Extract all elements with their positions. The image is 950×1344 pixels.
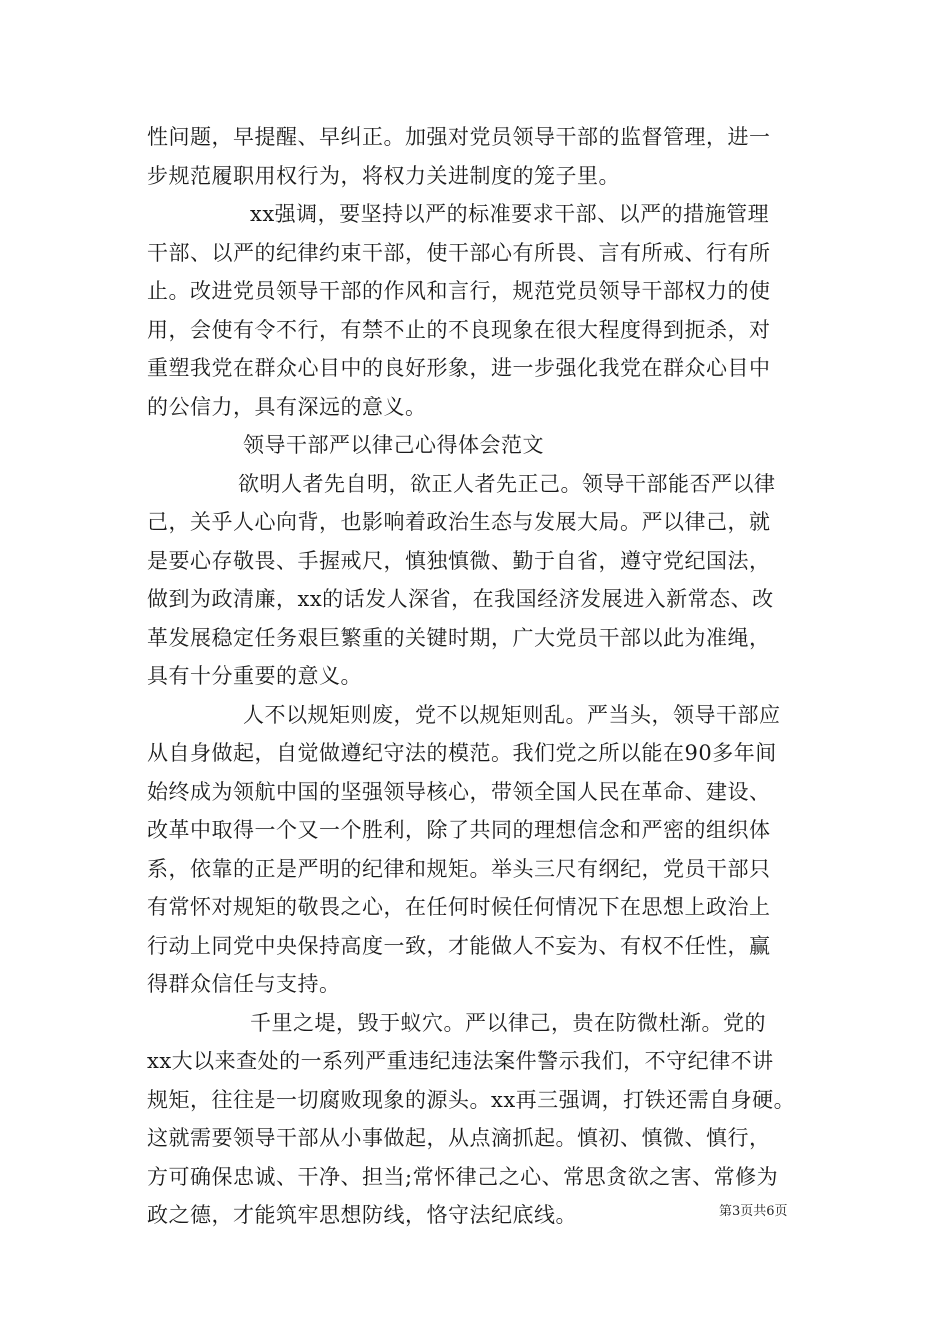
text-line: 做到为政清廉，xx的话发人深省，在我国经济发展进入新常态、改 [147, 587, 774, 611]
body-text [147, 118, 827, 1235]
text-line: 有常怀对规矩的敬畏之心，在任何时候任何情况下在思想上政治上 [147, 895, 771, 919]
text-line: 重塑我党在群众心目中的良好形象，进一步强化我党在群众心目中 [147, 356, 771, 380]
text-line: xx强调，要坚持以严的标准要求干部、以严的措施管理 [250, 202, 770, 226]
text-line: 步规范履职用权行为，将权力关进制度的笼子里。 [147, 163, 620, 188]
text-line: 的公信力，具有深远的意义。 [147, 394, 427, 419]
text-line: 欲明人者先自明，欲正人者先正己。领导干部能否严以律 [238, 471, 776, 496]
text-line: 始终成为领航中国的坚强领导核心，带领全国人民在革命、建设、 [147, 779, 771, 804]
text-line: 领导干部严以律己心得体会范文 [243, 433, 544, 457]
text-line: 是要心存敬畏、手握戒尺，慎独慎微、勤于自省，遵守党纪国法， [147, 548, 771, 573]
text-line: 得群众信任与支持。 [147, 972, 341, 996]
text-line: 规矩，往往是一切腐败现象的源头。xx再三强调，打铁还需自身硬。 [147, 1087, 796, 1112]
text-line: 用，会使有令不行，有禁不止的不良现象在很大程度得到扼杀，对 [147, 317, 771, 342]
text-line: 干部、以严的纪律约束干部，使干部心有所畏、言有所戒、行有所 [147, 240, 771, 265]
text-line: 具有十分重要的意义。 [147, 664, 362, 688]
text-line: 行动上同党中央保持高度一致，才能做人不妄为、有权不任性，赢 [147, 933, 771, 958]
text-line: 方可确保忠诚、干净、担当;常怀律己之心、常思贪欲之害、常修为 [147, 1164, 779, 1189]
text-line: 系，依靠的正是严明的纪律和规矩。举头三尺有纲纪，党员干部只 [147, 856, 771, 881]
text-line: 止。改进党员领导干部的作风和言行，规范党员领导干部权力的使 [147, 279, 771, 303]
text-line: 改革中取得一个又一个胜利，除了共同的理想信念和严密的组织体 [147, 818, 771, 842]
text-line: 己，关乎人心向背，也影响着政治生态与发展大局。严以律己，就 [147, 510, 771, 534]
text-line: 这就需要领导干部从小事做起，从点滴抓起。慎初、慎微、慎行， [147, 1126, 771, 1150]
text-line: xx大以来查处的一系列严重违纪违法案件警示我们，不守纪律不讲 [147, 1049, 774, 1073]
text-line: 性问题，早提醒、早纠正。加强对党员领导干部的监督管理，进一 [147, 125, 771, 149]
text-line: 从自身做起，自觉做遵纪守法的模范。我们党之所以能在90多年间 [147, 741, 777, 765]
text-line: 千里之堤，毁于蚁穴。严以律己，贵在防微杜渐。党的 [250, 1010, 766, 1035]
text-line: 政之德，才能筑牢思想防线，恪守法纪底线。 [147, 1203, 577, 1227]
page-number-footer: 第3页共6页 [719, 1204, 788, 1219]
text-line: 革发展稳定任务艰巨繁重的关键时期，广大党员干部以此为准绳， [147, 625, 771, 650]
text-line: 人不以规矩则废，党不以规矩则乱。严当头，领导干部应 [243, 702, 781, 727]
